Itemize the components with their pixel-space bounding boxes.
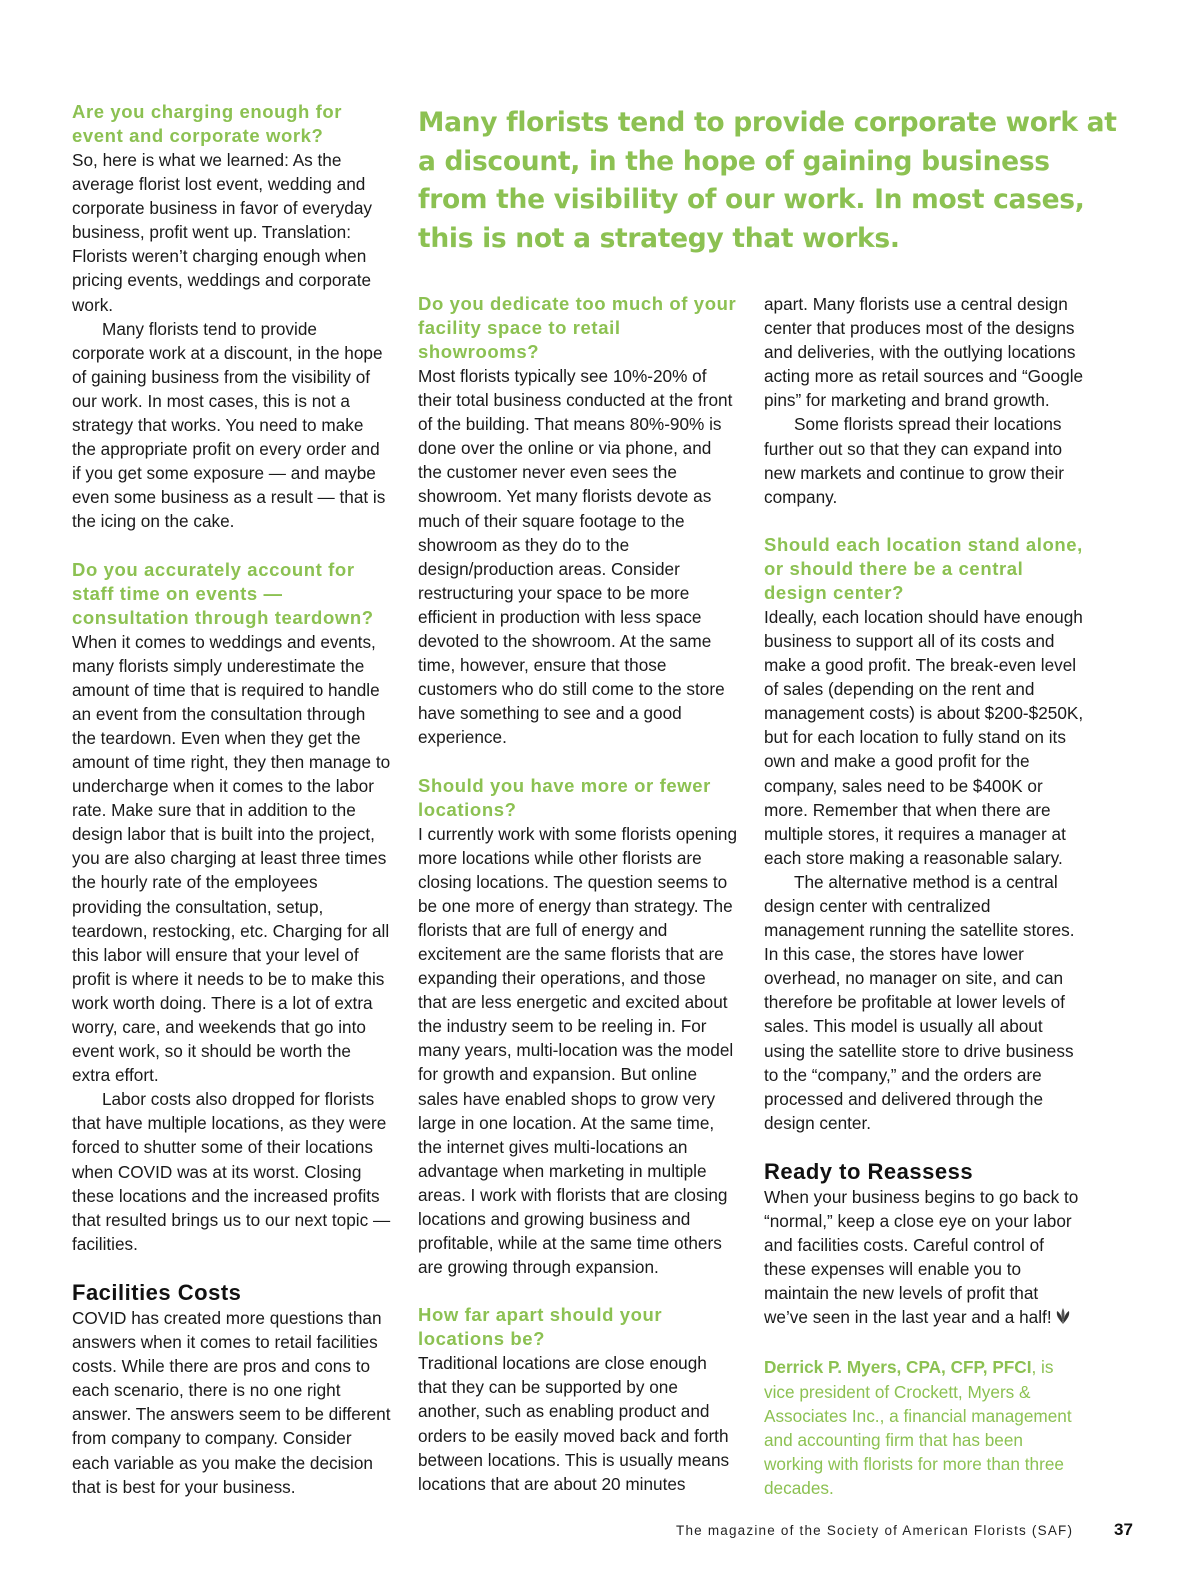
author-bio bbox=[764, 1355, 1084, 1500]
subheading: Should you have more or fewer locations? bbox=[418, 774, 711, 820]
pull-quote: Many florists tend to provide corporate work at a discount, in the hope of gaining business from the visibility of our work. In most cases, this is not a strategy that works. bbox=[418, 107, 1117, 254]
column-3 bbox=[764, 292, 1084, 1500]
paragraph: The alternative method is a central design center with centralized management running the satellite stores. In this case, the stores have lower overhead, no manager on site, and can therefore be profitable at lower levels of sales. This model is usually all about using the satellite store to drive business to the “company,” and the orders are processed and delivered through the design center. bbox=[764, 871, 1075, 1133]
flower-endmark-icon bbox=[1054, 1307, 1072, 1331]
paragraph bbox=[764, 1185, 1084, 1332]
author-bio-text: , is vice president of Crockett, Myers & Associates Inc., a financial management and accounting firm that has been working with florists for more than three decades. bbox=[764, 1357, 1072, 1498]
subheading: Should each location stand alone, or should there be a central design center? bbox=[764, 533, 1083, 603]
column-2 bbox=[418, 292, 738, 1496]
subheading: How far apart should your locations be? bbox=[418, 1304, 663, 1350]
author-name: Derrick P. Myers, CPA, CFP, PFCI bbox=[764, 1357, 1032, 1378]
subheading: Are you charging enough for event and corporate work? bbox=[72, 101, 343, 146]
paragraph: Ideally, each location should have enough business to support all of its costs and make a good profit. The break-even level of sales (depending on the rent and management costs) is about $200-$250K, but for each location to fully stand on its own and make a good profit for the company, sales need to be $400K or more. Remember that when there are multiple stores, it requires a manager at each store making a reasonable salary. bbox=[764, 606, 1084, 868]
column-1 bbox=[72, 100, 392, 1499]
subheading: Do you accurately account for staff time on events — consultation through teardown? bbox=[72, 558, 374, 628]
paragraph: I currently work with some florists opening more locations while other florists are closing locations. The question seems to be one more of energy than strategy. The florists that are full of energy and excitement are the same florists that are expanding their operations, and those that are less energetic and excited about the industry seem to be reeling in. For many years, multi-location was the model for growth and expansion. But online sales have enabled shops to grow very large in one location. At the same time, the internet gives multi-locations an advantage when marketing in multiple areas. I work with florists that are closing locations and growing business and profitable, while at the same time others are growing through expansion. bbox=[418, 823, 738, 1278]
subheading: Do you dedicate too much of your facility space to retail showrooms? bbox=[418, 293, 737, 362]
paragraph: Labor costs also dropped for florists that have multiple locations, as they were forced to shutter some of their locations when COVID was at its worst. Closing these locations and the increased profits that resulted brings us to our next topic — facilities. bbox=[72, 1089, 391, 1254]
paragraph: COVID has created more questions than answers when it comes to retail facilities costs. While there are pros and cons to each scenario, there is no one right answer. The answers seem to be different from company to company. Consider each variable as you make the decision that is best for your business. bbox=[72, 1307, 391, 1497]
paragraph: So, here is what we learned: As the average florist lost event, wedding and corporate business in favor of everyday business, profit went up. Translation: Florists weren’t charging enough when pricing events, weddings and corporate work. bbox=[72, 150, 372, 315]
page-number: 37 bbox=[1114, 1520, 1133, 1539]
paragraph: apart. Many florists use a central design center that produces most of the designs and deliveries, with the outlying locations acting more as retail sources and “Google pins” for marketing and brand growth. bbox=[764, 294, 1084, 411]
paragraph: Some florists spread their locations further out so that they can expand into new markets and continue to grow their company. bbox=[764, 414, 1064, 507]
paragraph: Traditional locations are close enough that they can be supported by one another, such as enabling product and orders to be easily moved back and forth between locations. This is usually means locations that are about 20 minutes bbox=[418, 1353, 730, 1494]
section-heading: Ready to Reassess bbox=[764, 1158, 974, 1184]
paragraph-text: When your business begins to go back to “normal,” keep a close eye on your labor and facilities costs. Careful control of these expenses will enable you to maintain the new levels of profit that we’ve seen in the last year and a half! bbox=[764, 1186, 1079, 1328]
paragraph: When it comes to weddings and events, many florists simply underestimate the amount of time that is required to handle an event from the consultation through the teardown. Even when they get the amount of time right, they then manage to undercharge when it comes to the labor rate. Make sure that in addition to the design labor that is built into the project, you are also charging at least three times the hourly rate of the employees providing the consultation, setup, teardown, restocking, etc. Charging for all this labor will ensure that your level of profit is where it needs to be to make this work worth doing. There is a lot of extra worry, care, and weekends that go into event work, so it should be worth the extra effort. bbox=[72, 631, 391, 1086]
footer-magazine-name: The magazine of the Society of American Florists (SAF) bbox=[676, 1523, 1074, 1538]
section-heading: Facilities Costs bbox=[72, 1279, 242, 1305]
paragraph: Many florists tend to provide corporate work at a discount, in the hope of gaining business from the visibility of our work. In most cases, this is not a strategy that works. You need to make the appropriate profit on every order and if you get some exposure — and maybe even some business as a result — that is the icing on the cake. bbox=[72, 318, 386, 532]
paragraph: Most florists typically see 10%-20% of their total business conducted at the front of the building. That means 80%-90% is done over the online or via phone, and the customer never even sees the showroom. Yet many florists devote as much of their square footage to the showroom as they do to the design/production areas. Consider restructuring your space to be more efficient in production with less space devoted to the showroom. At the same time, however, ensure that those customers who do still come to the store have something to see and a good experience. bbox=[418, 366, 733, 748]
